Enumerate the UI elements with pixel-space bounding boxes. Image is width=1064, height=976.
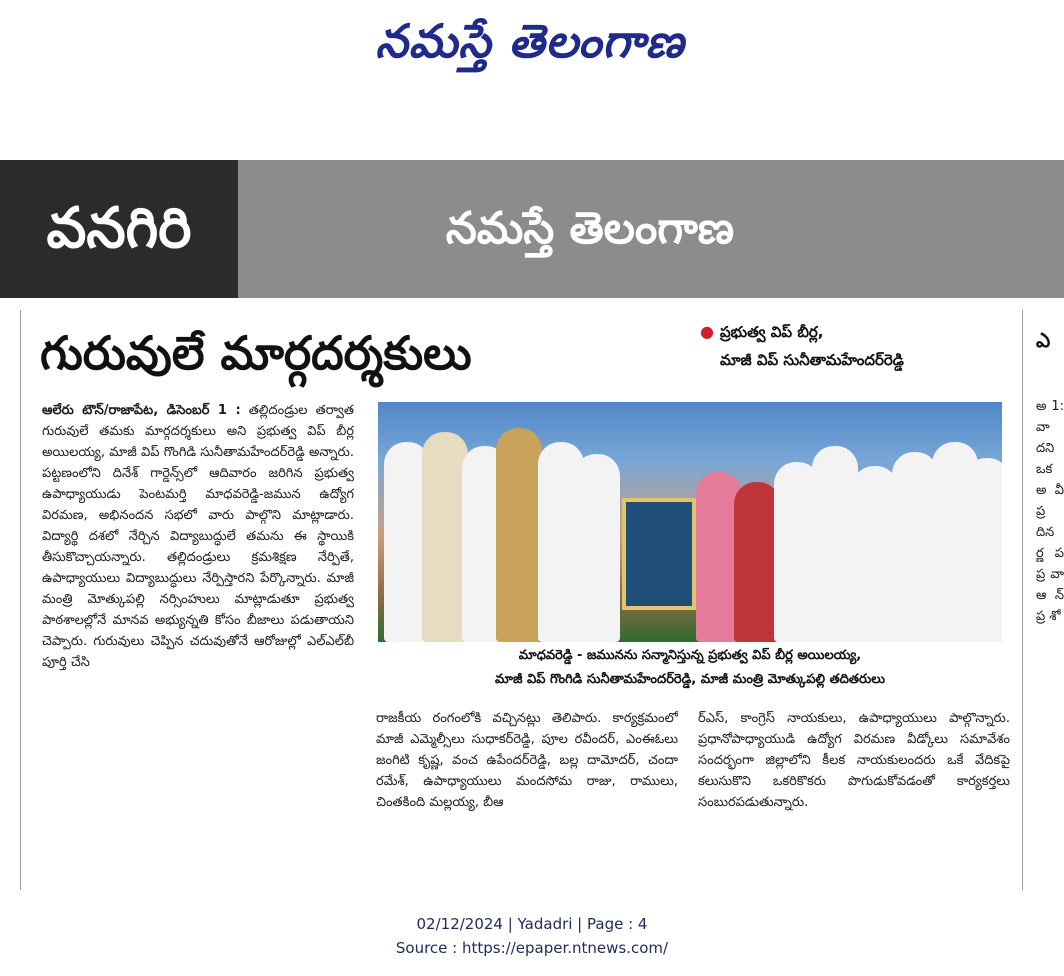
photo-caption xyxy=(378,644,1002,694)
photo-framed-portrait xyxy=(622,498,696,610)
article-body-column-1 xyxy=(42,400,354,870)
article-subhead-1: ప్రభుత్వ విప్ బీర్ల, xyxy=(719,323,824,341)
photo-person xyxy=(964,458,1002,642)
bullet-icon: ● xyxy=(700,322,714,341)
article-body-column-3: ర్‌ఎస్, కాంగ్రెస్ నాయకులు, ఉపాధ్యాయులు పాల్గొన్నారు. ప్రధానోపాధ్యాయుడి ఉద్యోగ విరమణ వీడ్కోలు సమావేశం సందర్భంగా జిల్లాలోని కీలక నాయకులందరు ఒకే వేదికపై కలుసుకొని ఒకరికొకరు పొగుడుకోవడంతో కార్యకర్తలు సంబురపడుతున్నారు. xyxy=(698,711,1010,810)
section-band-district-label: వనగిరి xyxy=(0,160,238,298)
page-footer xyxy=(0,912,1064,962)
photo-person xyxy=(574,454,620,642)
masthead xyxy=(0,0,1064,80)
article-body-column-2: రాజకీయ రంగంలోకి వచ్చినట్లు తెలిపారు. కార్యక్రమంలో మాజీ ఎమ్మెల్సీలు సుధాకర్‌రెడ్డి, పూల రవీందర్, ఎంఈఓలు జంగిటి కృష్ణ, వంచ ఉపేందర్‌రెడ్డి, బల్ల దామోదర్, చందా రమేశ్, ఉపాధ్యాయులు మందసోమ రాజు, రాములు, చింతకింది మల్లయ్య, బీఆ xyxy=(376,711,678,810)
column-rule-right xyxy=(1022,310,1023,890)
article-headline: గురువులే మార్గదర్శకులు xyxy=(40,326,472,380)
column-rule-left xyxy=(20,310,21,890)
article-body-text-1: తల్లిదండ్రుల తర్వాత గురువులే తమకు మార్గదర్శకులు అని ప్రభుత్వ విప్ బీర్ల అయిలయ్య, మాజీ విప్ గొంగిడి సునీతామహేందర్‌రెడ్డి అన్నారు. పట్టణంలోని దినేశ్ గార్డెన్స్‌లో ఆదివారం జరిగిన ప్రభుత్వ ఉపాధ్యాయుడు పెంటమర్తి మాధవరెడ్డి-జమున ఉద్యోగ విరమణ, అభినందన సభలో వారు పాల్గొని మాట్లాడారు. విద్యార్థి దశలో నేర్చిన విద్యాబుద్ధులే తమను ఈ స్థాయికి తీసుకొచ్చాయన్నారు. తల్లిదండ్రులు క్రమశిక్షణ నేర్పితే, ఉపాధ్యాయులు విద్యాబుద్ధులు నేర్పిస్తారని పేర్కొన్నారు. మాజీ మంత్రి మోత్కుపల్లి నర్సింహులు మాట్లాడుతూ ప్రభుత్వ పాఠశాలల్లోనే మానవ అభ్యున్నతి కోసం బీజాలు పడుతాయని చెప్పారు. గురువులు చెప్పిన చదువుతోనే ఆరోజుల్లో ఎల్‌ఎల్‌బీ పూర్తి చేసి xyxy=(42,403,354,670)
article-subhead-2: మాజీ విప్ సునీతామహేందర్‌రెడ్డి xyxy=(720,351,904,369)
article-subheads xyxy=(700,318,1010,384)
adjacent-article-text: అ 1: వా దని ఒక అ వీ ప్ర దిన ర్ణ ప ప్ర వా ఆ న్ ప్ర శో xyxy=(1036,399,1064,624)
adjacent-article-head: ఎ xyxy=(1036,328,1051,352)
photo-caption-line-2: మాజీ విప్ గొంగిడి సునీతామహేందర్‌రెడ్డి, మాజీ మంత్రి మోత్కుపల్లి తదితరులు xyxy=(495,672,885,687)
footer-source-link[interactable]: Source : https://epaper.ntnews.com/ xyxy=(395,939,669,957)
footer-edition-info: 02/12/2024 | Yadadri | Page : 4 xyxy=(416,915,648,933)
article-dateline: ఆలేరు టౌన్/రాజాపేట, డిసెంబర్ 1 : xyxy=(42,403,241,418)
article-photo xyxy=(378,402,1002,642)
section-band xyxy=(0,160,1064,298)
photo-caption-line-1: మాధవరెడ్డి - జమునను సన్మానిస్తున్న ప్రభుత్వ విప్ బీర్ల అయిలయ్య, xyxy=(518,648,862,663)
section-band-paper-name: నమస్తే తెలంగాణ xyxy=(445,203,735,254)
masthead-logo-title: నమస్తే తెలంగాణ xyxy=(375,14,685,68)
photo-person xyxy=(496,428,542,642)
